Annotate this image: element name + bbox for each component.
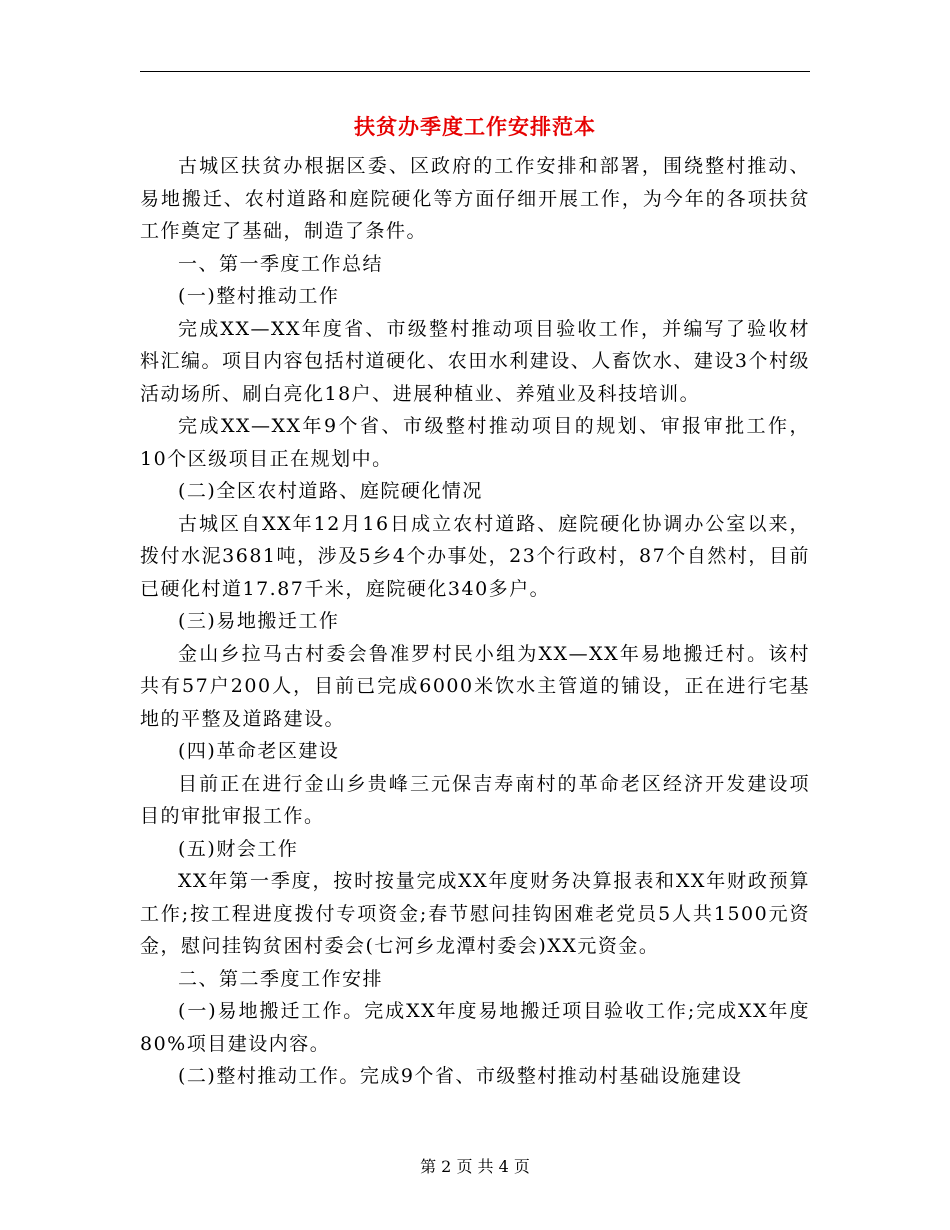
document-body xyxy=(140,150,810,1093)
subheading-relocation: (三)易地搬迁工作 xyxy=(178,610,340,632)
paragraph-relocation: 金山乡拉马古村委会鲁准罗村民小组为XX—XX年易地搬迁村。该村共有57户200人，目前已完成6000米饮水主管道的铺设，正在进行宅基地的平整及道路建设。 xyxy=(140,642,810,730)
paragraph-village-acceptance: 完成XX—XX年度省、市级整村推动项目验收工作，并编写了验收材料汇编。项目内容包括村道硬化、农田水利建设、人畜饮水、建设3个村级活动场所、刷白亮化18户、进展种植业、养殖业及科技培训。 xyxy=(140,317,810,405)
paragraph-road-hardening: 古城区自XX年12月16日成立农村道路、庭院硬化协调办公室以来，拨付水泥3681吨，涉及5乡4个办事处，23个行政村，87个自然村，目前已硬化村道17.87千米，庭院硬化340多户。 xyxy=(140,512,810,600)
section-heading-q1-summary: 一、第一季度工作总结 xyxy=(178,252,384,275)
page-footer: 第 2 页 共 4 页 xyxy=(420,1157,530,1176)
subheading-village-promotion: (一)整村推动工作 xyxy=(178,285,340,307)
subheading-road-hardening: (二)全区农村道路、庭院硬化情况 xyxy=(178,480,483,502)
document-title: 扶贫办季度工作安排范本 xyxy=(354,114,596,139)
paragraph-intro: 古城区扶贫办根据区委、区政府的工作安排和部署，围绕整村推动、易地搬迁、农村道路和庭院硬化等方面仔细开展工作，为今年的各项扶贫工作奠定了基础，制造了条件。 xyxy=(140,155,810,242)
paragraph-old-revolutionary-area: 目前正在进行金山乡贵峰三元保吉寿南村的革命老区经济开发建设项目的审批审报工作。 xyxy=(140,772,810,827)
header-rule xyxy=(140,71,810,72)
section-heading-q2-plan: 二、第二季度工作安排 xyxy=(178,967,384,990)
paragraph-finance: XX年第一季度，按时按量完成XX年度财务决算报表和XX年财政预算工作;按工程进度拨付专项资金;春节慰问挂钩困难老党员5人共1500元资金，慰问挂钩贫困村委会(七河乡龙潭村委会)XX元资金。 xyxy=(140,870,810,957)
subheading-finance: (五)财会工作 xyxy=(178,837,299,860)
paragraph-village-planning: 完成XX—XX年9个省、市级整村推动项目的规划、审报审批工作，10个区级项目正在规划中。 xyxy=(140,415,810,470)
paragraph-q2-relocation: (一)易地搬迁工作。完成XX年度易地搬迁项目验收工作;完成XX年度80%项目建设内容。 xyxy=(140,1000,810,1055)
paragraph-q2-village-promotion: (二)整村推动工作。完成9个省、市级整村推动村基础设施建设 xyxy=(178,1065,743,1087)
subheading-old-revolutionary-area: (四)革命老区建设 xyxy=(178,740,340,762)
